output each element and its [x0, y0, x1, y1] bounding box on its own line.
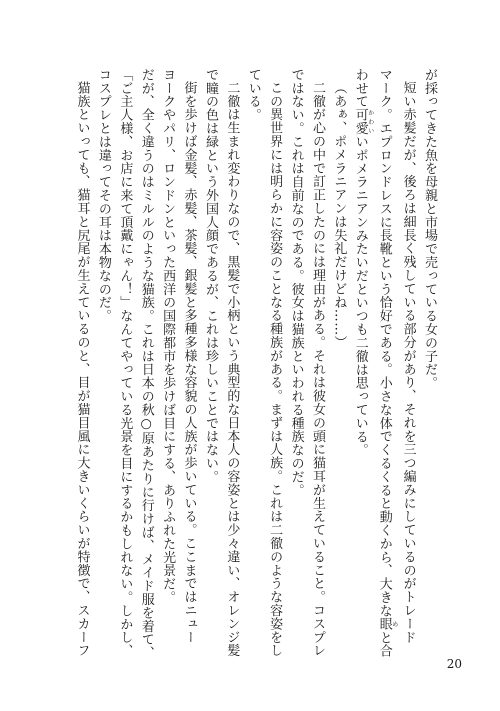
text-line: 街を歩けば金髪、赤髪、茶髪、銀髪と多種多様な容貌の人族が歩いている。ここまではニュー	[181, 81, 197, 644]
text-line: で瞳の色は緑という外国人顔であるが、これは珍しいことではない。	[202, 68, 218, 484]
page-number: 20	[446, 657, 462, 671]
text-line: 短い赤髪だが、後ろは細長く残している部分があり、それを三つ編みにしているのがトレード	[400, 81, 416, 644]
text-line: ている。	[245, 68, 261, 122]
text-line: わせて可愛 かわいいポメラニアンみたいだといつも二徹は思っている。	[352, 68, 374, 457]
text-line: 二徹は生まれ変わりなので、黒髪で小柄という典型的な日本人の容姿とは少々違い、オレンジ髪	[224, 81, 240, 658]
text-line: 猫族といっても、猫耳と尻尾が生えているのと、目が猫目風に大きいくらいが特徴で、スカーフ	[74, 81, 90, 658]
ruby-annotation: 眼 め	[376, 617, 398, 631]
text-line: ではない。これは自前なのである。彼女は猫族といわれる種族なのだ。	[288, 68, 304, 497]
text-line: だが、全く違うのはミルルのような猫族。これは日本の秋○原あたりに行けば、メイド服を着て、	[138, 68, 154, 660]
text-line: この異世界には明らかに容姿のことなる種族がある。まずは人族。これは二徹のような容姿をし	[267, 81, 283, 658]
text-line: ヨークやパリ、ロンドンといった西洋の国際都市を歩けば目にする、ありふれた光景だ。	[160, 68, 176, 604]
text-line: コスプレとは違ってその耳は本物なのだ。	[95, 68, 111, 323]
text-line: （あぁ、ポメラニアンは失礼だけどね……）	[331, 81, 347, 349]
text-line: が採ってきた魚を母親と市場で売っている女の子だ。	[422, 68, 437, 390]
text-line: 「ご主人様、お店に来て頂戴にゃん！」なんてやっている光景を目にするかもしれない。しかし、	[117, 68, 133, 658]
text-line: 二徹が心の中で訂正したのには理由がある。それは彼女の頭に猫耳が生えていること。コスプレ	[309, 81, 325, 658]
vertical-text-body	[71, 68, 440, 660]
ruby-annotation: 可愛 かわい	[352, 108, 374, 136]
text-line: マーク。エプロンドレスに長靴という恰好である。小さな体でくるくると動くから、大きな眼 めと合	[376, 68, 398, 658]
